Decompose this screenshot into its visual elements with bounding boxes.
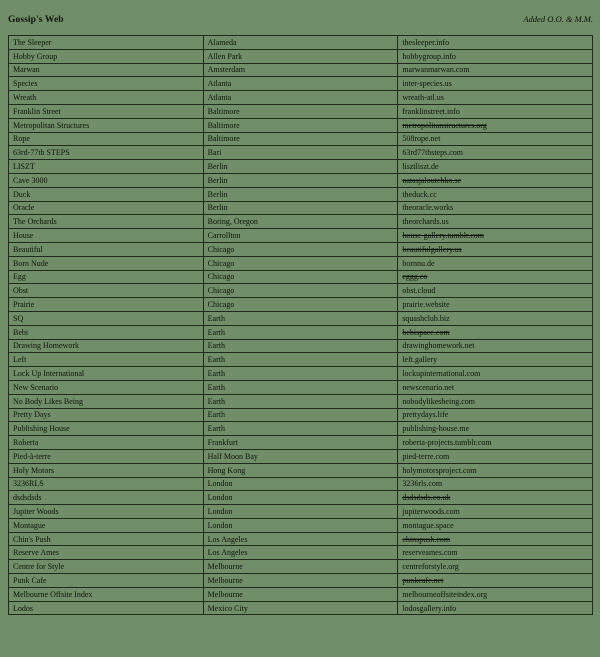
entry-location: Earth <box>203 394 398 408</box>
entry-name: Cave 3000 <box>9 173 204 187</box>
entry-name: Wreath <box>9 91 204 105</box>
entry-name: Roberta <box>9 436 204 450</box>
entry-location: Hong Kong <box>203 463 398 477</box>
entry-url-link[interactable]: jupiterwoods.com <box>398 505 593 519</box>
entry-location: London <box>203 518 398 532</box>
entry-name: House <box>9 229 204 243</box>
entry-name: 3236RLS <box>9 477 204 491</box>
entry-name: Left <box>9 353 204 367</box>
entry-location: Baltimore <box>203 132 398 146</box>
table-row <box>9 518 593 532</box>
entry-url-defunct[interactable]: house-gallery.tumblr.com <box>398 229 593 243</box>
entry-name: Duck <box>9 187 204 201</box>
entry-location: Los Angeles <box>203 532 398 546</box>
table-row <box>9 256 593 270</box>
table-row <box>9 353 593 367</box>
table-row <box>9 449 593 463</box>
entry-name: The Sleeper <box>9 36 204 50</box>
entry-url-defunct[interactable]: punkcafe.net <box>398 574 593 588</box>
table-row <box>9 436 593 450</box>
entry-url-link[interactable]: prairie.website <box>398 298 593 312</box>
entry-url-link[interactable]: theoracle.works <box>398 201 593 215</box>
entry-location: Allen Park <box>203 49 398 63</box>
table-row <box>9 229 593 243</box>
entry-location: Earth <box>203 311 398 325</box>
table-row <box>9 36 593 50</box>
entry-url-link[interactable]: pied-terre.com <box>398 449 593 463</box>
table-row <box>9 298 593 312</box>
entry-url-link[interactable]: hobbygroup.info <box>398 49 593 63</box>
entry-url-link[interactable]: wreath-atl.us <box>398 91 593 105</box>
entry-name: Publishing House <box>9 422 204 436</box>
table-row <box>9 546 593 560</box>
entry-location: Berlin <box>203 201 398 215</box>
table-row <box>9 408 593 422</box>
entry-name: Drawing Homework <box>9 339 204 353</box>
table-row <box>9 532 593 546</box>
table-row <box>9 574 593 588</box>
entry-name: LISZT <box>9 160 204 174</box>
entry-url-link[interactable]: drawinghomework.net <box>398 339 593 353</box>
entry-url-link[interactable]: 3236rls.com <box>398 477 593 491</box>
entry-location: Chicago <box>203 298 398 312</box>
entry-name: Chin's Push <box>9 532 204 546</box>
table-row <box>9 367 593 381</box>
entry-url-link[interactable]: lockupinternational.com <box>398 367 593 381</box>
table-row <box>9 284 593 298</box>
table-row <box>9 160 593 174</box>
entry-location: Atlanta <box>203 77 398 91</box>
entry-location: Carrollton <box>203 229 398 243</box>
entry-name: SQ <box>9 311 204 325</box>
entry-url-link[interactable]: obst.cloud <box>398 284 593 298</box>
table-row <box>9 560 593 574</box>
entry-location: Berlin <box>203 187 398 201</box>
entry-location: London <box>203 477 398 491</box>
table-row <box>9 104 593 118</box>
entry-name: Holy Motors <box>9 463 204 477</box>
entry-url-link[interactable]: squashclub.biz <box>398 311 593 325</box>
entry-location: Chicago <box>203 284 398 298</box>
entry-url-link[interactable]: reserveames.com <box>398 546 593 560</box>
entry-url-link[interactable]: bornnu.de <box>398 256 593 270</box>
table-row <box>9 146 593 160</box>
table-row <box>9 215 593 229</box>
table-row <box>9 270 593 284</box>
entry-url-defunct[interactable]: chinspush.com <box>398 532 593 546</box>
directory-table <box>8 35 593 615</box>
entry-name: Lock Up International <box>9 367 204 381</box>
entry-name: Franklin Street <box>9 104 204 118</box>
entry-name: Pied-à-terre <box>9 449 204 463</box>
table-row <box>9 339 593 353</box>
entry-location: Melbourne <box>203 574 398 588</box>
entry-location: Earth <box>203 325 398 339</box>
entry-location: London <box>203 491 398 505</box>
entry-location: Boring, Oregon <box>203 215 398 229</box>
entry-url-link[interactable]: montague.space <box>398 518 593 532</box>
entry-url-link[interactable]: theorchards.us <box>398 215 593 229</box>
entry-name: Jupiter Woods <box>9 505 204 519</box>
entry-name: Hobby Group <box>9 49 204 63</box>
table-row <box>9 587 593 601</box>
table-row <box>9 132 593 146</box>
entry-location: Baltimore <box>203 118 398 132</box>
entry-name: The Orchards <box>9 215 204 229</box>
entry-location: Earth <box>203 367 398 381</box>
entry-location: Melbourne <box>203 560 398 574</box>
entry-location: Bari <box>203 146 398 160</box>
entry-url-defunct[interactable]: dsdsdsds.co.uk <box>398 491 593 505</box>
entry-url-link[interactable]: thesleeper.info <box>398 36 593 50</box>
table-row <box>9 325 593 339</box>
table-row <box>9 311 593 325</box>
table-row <box>9 380 593 394</box>
directory-table-body <box>9 36 593 615</box>
page-title: Gossip's Web <box>8 15 64 25</box>
entry-url-defunct[interactable]: eggg.co <box>398 270 593 284</box>
entry-name: New Scenario <box>9 380 204 394</box>
table-row <box>9 63 593 77</box>
byline: Added O.O. & M.M. <box>523 14 593 24</box>
entry-location: Atlanta <box>203 91 398 105</box>
entry-name: Punk Cafe <box>9 574 204 588</box>
entry-location: Earth <box>203 353 398 367</box>
entry-url-link[interactable]: franklinstreet.info <box>398 104 593 118</box>
table-row <box>9 118 593 132</box>
entry-url-defunct[interactable]: bebispace.com <box>398 325 593 339</box>
table-row <box>9 49 593 63</box>
entry-location: Baltimore <box>203 104 398 118</box>
table-row <box>9 601 593 615</box>
entry-location: Half Moon Bay <box>203 449 398 463</box>
table-row <box>9 491 593 505</box>
table-row <box>9 77 593 91</box>
entry-name: Oracle <box>9 201 204 215</box>
entry-name: No Body Likes Being <box>9 394 204 408</box>
entry-location: Mexico City <box>203 601 398 615</box>
entry-url-link[interactable]: roberta-projects.tumblr.com <box>398 436 593 450</box>
entry-url-link[interactable]: left.gallery <box>398 353 593 367</box>
entry-url-link[interactable]: centreforstyle.org <box>398 560 593 574</box>
table-row <box>9 201 593 215</box>
entry-location: Chicago <box>203 242 398 256</box>
table-row <box>9 173 593 187</box>
entry-location: Earth <box>203 380 398 394</box>
entry-location: Chicago <box>203 270 398 284</box>
entry-name: Metropolitan Structures <box>9 118 204 132</box>
entry-url-link[interactable]: prettydays.life <box>398 408 593 422</box>
entry-location: Los Angeles <box>203 546 398 560</box>
entry-url-link[interactable]: nobodylikesbeing.com <box>398 394 593 408</box>
entry-name: 63rd-77th STEPS <box>9 146 204 160</box>
entry-url-link[interactable]: 508rope.net <box>398 132 593 146</box>
entry-name: Beautiful <box>9 242 204 256</box>
entry-location: Melbourne <box>203 587 398 601</box>
table-row <box>9 91 593 105</box>
entry-url-defunct[interactable]: natasjaloutchko.se <box>398 173 593 187</box>
entry-location: Chicago <box>203 256 398 270</box>
entry-name: Marwan <box>9 63 204 77</box>
entry-location: Earth <box>203 408 398 422</box>
entry-url-defunct[interactable]: beautifulgallery.us <box>398 242 593 256</box>
entry-name: Montague <box>9 518 204 532</box>
entry-location: Frankfurt <box>203 436 398 450</box>
entry-url-link[interactable]: inter-species.us <box>398 77 593 91</box>
entry-location: Amsterdam <box>203 63 398 77</box>
page-header <box>8 0 593 35</box>
table-row <box>9 477 593 491</box>
entry-url-link[interactable]: marwanmarwan.com <box>398 63 593 77</box>
entry-name: Born Nude <box>9 256 204 270</box>
entry-location: London <box>203 505 398 519</box>
entry-url-link[interactable]: 63rd77thsteps.com <box>398 146 593 160</box>
entry-url-defunct[interactable]: metropolitanstructures.org <box>398 118 593 132</box>
entry-name: dsdsdsds <box>9 491 204 505</box>
entry-url-link[interactable]: publishing-house.me <box>398 422 593 436</box>
entry-url-link[interactable]: theduck.cc <box>398 187 593 201</box>
entry-url-link[interactable]: newscenario.net <box>398 380 593 394</box>
table-row <box>9 463 593 477</box>
entry-location: Berlin <box>203 173 398 187</box>
table-row <box>9 394 593 408</box>
entry-location: Earth <box>203 339 398 353</box>
entry-location: Berlin <box>203 160 398 174</box>
table-row <box>9 422 593 436</box>
entry-name: Melbourne Offsite Index <box>9 587 204 601</box>
entry-url-link[interactable]: melbourneoffsiteindex.org <box>398 587 593 601</box>
entry-name: Rope <box>9 132 204 146</box>
entry-name: Species <box>9 77 204 91</box>
entry-location: Alameda <box>203 36 398 50</box>
entry-name: Centre for Style <box>9 560 204 574</box>
table-row <box>9 242 593 256</box>
entry-name: Reserve Ames <box>9 546 204 560</box>
entry-location: Earth <box>203 422 398 436</box>
entry-name: Bebi <box>9 325 204 339</box>
table-row <box>9 505 593 519</box>
entry-url-link[interactable]: holymotorsproject.com <box>398 463 593 477</box>
entry-url-link[interactable]: lisztliszt.de <box>398 160 593 174</box>
entry-url-link[interactable]: lodosgallery.info <box>398 601 593 615</box>
entry-name: Egg <box>9 270 204 284</box>
entry-name: Obst <box>9 284 204 298</box>
entry-name: Pretty Days <box>9 408 204 422</box>
entry-name: Prairie <box>9 298 204 312</box>
table-row <box>9 187 593 201</box>
entry-name: Lodos <box>9 601 204 615</box>
